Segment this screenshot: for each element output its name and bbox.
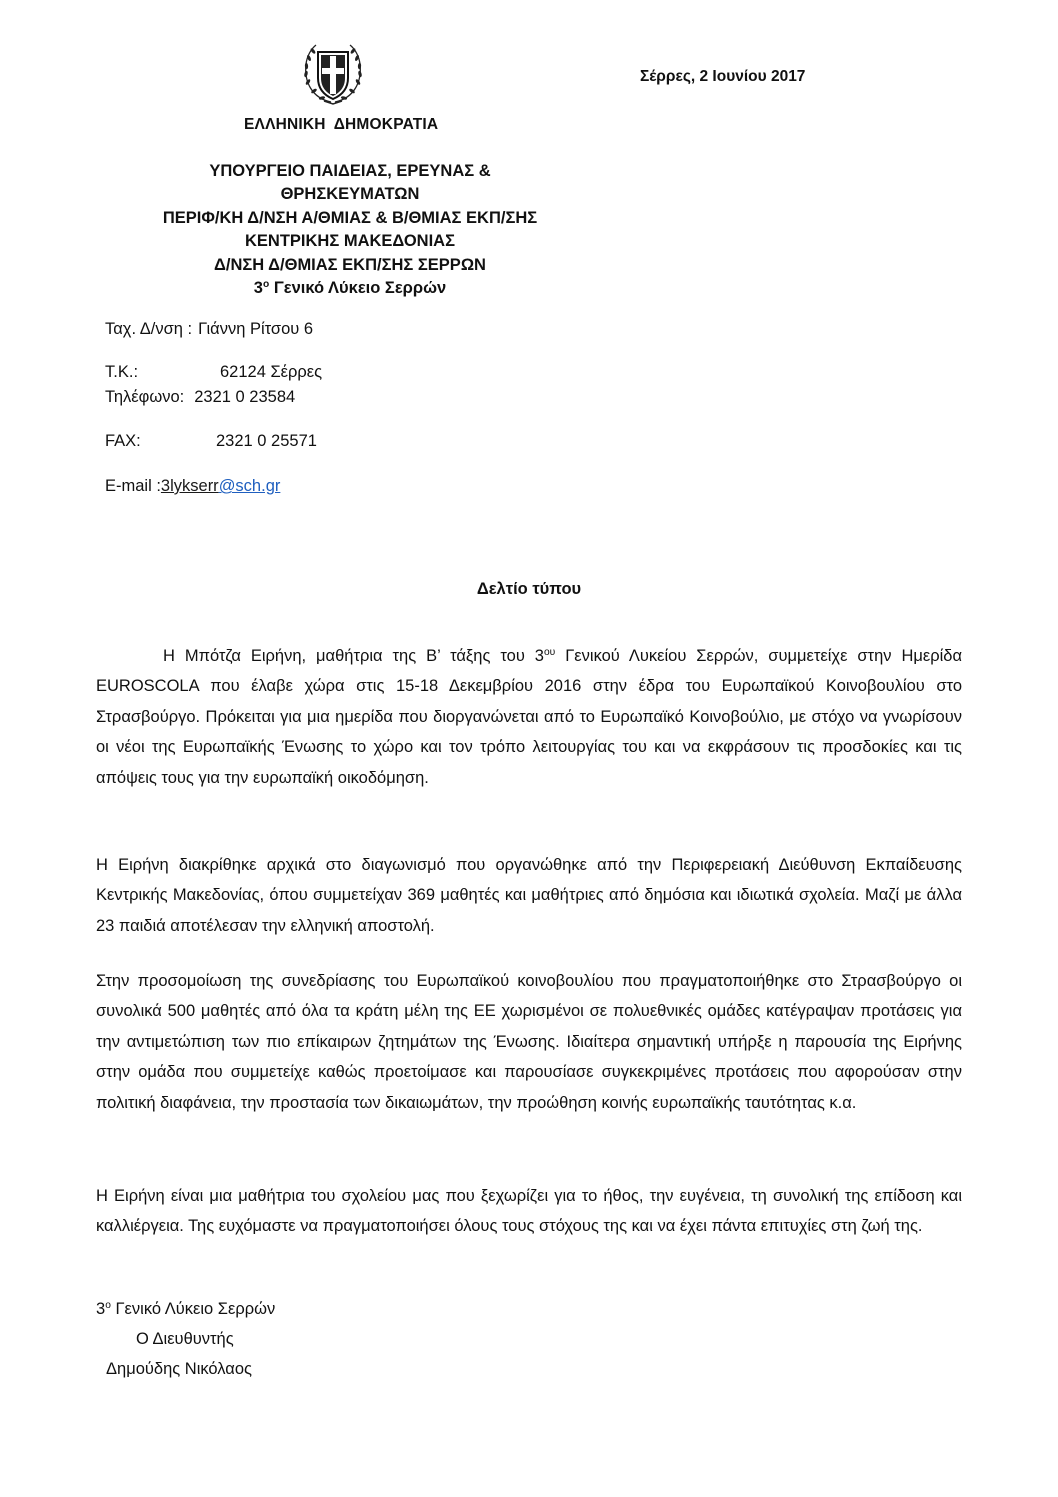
document-date: Σέρρες, 2 Ιουνίου 2017: [640, 68, 806, 85]
contact-address: [105, 320, 313, 339]
signature-school: $3^o$ Γενικό Λύκειο Σερρών: [96, 1299, 276, 1318]
contact-phone: [105, 388, 295, 407]
email-label: E-mail :: [105, 477, 161, 495]
contact-postcode: [105, 363, 323, 382]
email-link[interactable]: @sch.gr: [218, 477, 281, 495]
state-name-word-1: ΕΛΛΗΝΙΚΗ: [244, 116, 326, 133]
contact-fax: [105, 432, 317, 451]
org-line: ΠΕΡΙΦ/ΚΗ Δ/ΝΣΗ Α/ΘΜΙΑΣ & Β/ΘΜΙΑΣ ΕΚΠ/ΣΗΣ: [162, 208, 538, 227]
school-name-header: $3^o$ Γενικό Λύκειο Σερρών: [253, 278, 447, 298]
state-name: [244, 116, 438, 134]
phone-value: 2321 0 23584: [194, 388, 296, 406]
body-paragraph-1: Η Μπότζα Ειρήνη, μαθήτρια της Β’ τάξης του $3^{o\upsilon}$ Γενικού Λυκείου Σερρών, συμμετείχε στην Ημερίδα EUROSCOLA που έλαβε χώρα στις 15-18 Δεκεμβρίου 2016 στην έδρα του Ευρωπαϊκού Κοινοβουλίου στο Στρασβούργο. Πρόκειται για μια ημερίδα που διοργανώνεται από το Ευρωπαϊκό Κοινοβούλιο, με στόχο να γνωρίσουν οι νέοι της Ευρωπαϊκής Ένωσης το χώρο και τον τρόπο λειτουργίας του και να εκφράσουν τις προσδοκίες και τις απόψεις τους για την ευρωπαϊκή οικοδόμηση.: [96, 646, 962, 787]
body-paragraph-4: Η Ειρήνη είναι μια μαθήτρια του σχολείου μας που ξεχωρίζει για το ήθος, την ευγένεια, τη συνολική της επίδοση και καλλιέργεια. Της ευχόμαστε να πραγματοποιήσει όλους τους στόχους της και να έχει πάντα επιτυχίες στη ζωή της.: [96, 1187, 962, 1236]
organization-block: [120, 160, 580, 300]
fax-value: 2321 0 25571: [216, 432, 317, 450]
postcode-label: Τ.Κ.:: [105, 363, 139, 381]
address-label: Ταχ. Δ/νση :: [105, 320, 193, 338]
org-line: ΥΠΟΥΡΓΕΙΟ ΠΑΙΔΕΙΑΣ, ΕΡΕΥΝΑΣ &: [209, 162, 491, 180]
state-name-word-2: ΔΗΜΟΚΡΑΤΙΑ: [333, 116, 439, 133]
phone-label: Τηλέφωνο:: [105, 388, 185, 406]
signature-name: Δημούδης Νικόλαος: [106, 1360, 252, 1378]
signature-role: Ο Διευθυντής: [136, 1330, 234, 1348]
coat-of-arms-emblem: [298, 38, 368, 108]
org-line: Δ/ΝΣΗ Δ/ΘΜΙΑΣ ΕΚΠ/ΣΗΣ ΣΕΡΡΩΝ: [214, 255, 486, 274]
email-user: 3lykserr: [160, 477, 219, 495]
postcode-value: 62124 Σέρρες: [220, 363, 323, 381]
body-paragraph-2: Η Ειρήνη διακρίθηκε αρχικά στο διαγωνισμό που οργανώθηκε από την Περιφερειακή Διεύθυνση Εκπαίδευσης Κεντρικής Μακεδονίας, όπου συμμετείχαν 369 μαθητές και μαθήτριες από δημόσια και ιδιωτικά σχολεία. Μαζί με άλλα 23 παιδιά αποτέλεσαν την ελληνική αποστολή.: [96, 856, 962, 935]
document-title: Δελτίο τύπου: [476, 580, 582, 598]
org-line: ΘΡΗΣΚΕΥΜΑΤΩΝ: [280, 185, 420, 204]
contact-email: [105, 477, 280, 496]
body-paragraph-3: Στην προσομοίωση της συνεδρίασης του Ευρωπαϊκού κοινοβουλίου που πραγματοποιήθηκε στο Στρασβούργο οι συνολικά 500 μαθητές από όλα τα κράτη μέλη της ΕΕ χωρισμένοι σε πολυεθνικές ομάδες κατέγραψαν προτάσεις για την αντιμετώπιση των πιο επίκαιρων ζητημάτων της Ένωσης. Ιδιαίτερα σημαντική υπήρξε η παρουσία της Ειρήνης στην ομάδα που συμμετείχε καθώς προετοίμασε και παρουσίασε συγκεκριμένες προτάσεις που αφορούσαν στην πολιτική διαφάνεια, την προστασία των δικαιωμάτων, την προώθηση κοινής ευρωπαϊκής ταυτότητας κ.α.: [96, 972, 962, 1112]
address-value: Γιάννη Ρίτσου 6: [198, 320, 314, 338]
org-line: ΚΕΝΤΡΙΚΗΣ ΜΑΚΕΔΟΝΙΑΣ: [245, 232, 455, 251]
fax-label: FAX:: [105, 432, 141, 450]
